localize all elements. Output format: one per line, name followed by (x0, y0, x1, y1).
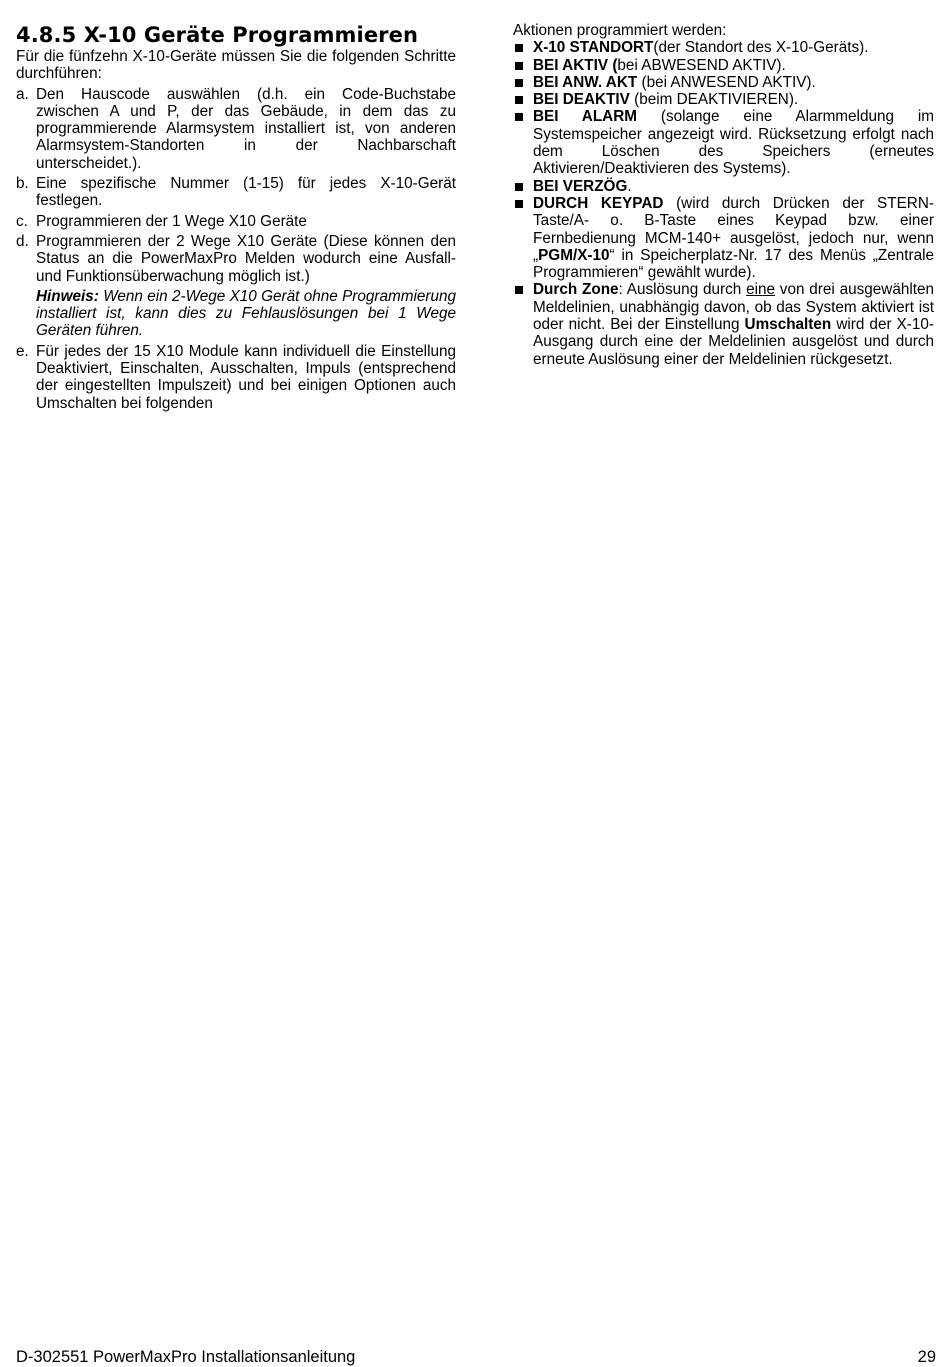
bullet-text: (wird durch Drücken der STERN-Taste/A- o. B-Taste eines Keypad bzw. einer Fernbedienung MCM-140+ ausgelöst, jedoch nur, wenn „ (533, 194, 934, 264)
square-bullet-icon (513, 39, 533, 56)
bullet-text: (bei ANWESEND AKTIV). (637, 73, 816, 91)
square-bullet-icon (513, 57, 533, 74)
bullet-text: wird der X-10-Ausgang durch eine der Meldelinien ausgelöst und durch erneute Auslösung einer der Meldelinien rückgesetzt. (533, 316, 935, 368)
square-bullet-icon (513, 281, 533, 367)
bullet-text: bei ABWESEND AKTIV). (617, 56, 786, 74)
bullet-bold-inline: Umschalten (744, 316, 832, 334)
note-text: Wenn ein 2-Wege X10 Gerät ohne Programmierung installiert ist, kann dies zu Fehlauslösungen bei 1 Wege Geräten führen. (36, 287, 456, 340)
bullet-text: . (627, 177, 632, 195)
bullet-bold: X-10 STANDORT (533, 39, 654, 57)
step-d (16, 233, 456, 285)
step-marker: c. (16, 212, 28, 230)
square-bullet-icon (513, 74, 533, 91)
step-text: Eine spezifische Nummer (1-15) für jedes X-10-Gerät festlegen. (36, 175, 456, 210)
step-e (16, 343, 456, 412)
step-a (16, 86, 456, 172)
bullet-bei-alarm (513, 108, 934, 177)
bullet-bold: BEI ANW. AKT (533, 73, 638, 91)
bullet-bei-verzoeg (513, 178, 934, 195)
square-bullet-icon (513, 108, 533, 177)
step-text: Für jedes der 15 X10 Module kann individuell die Einstellung Deaktiviert, Einschalten, Ausschalten, Impuls (entsprechend der eingestellten Impulszeit) und bei einigen Optionen auch Umschalten bei folgenden (36, 342, 456, 412)
note-hint (36, 288, 456, 340)
bullet-bold: BEI AKTIV ( (533, 56, 618, 74)
step-text: Programmieren der 2 Wege X10 Geräte (Diese können den Status an die PowerMaxPro Melden wodurch eine Ausfall- und Funktionsüberwachung möglich ist.) (36, 232, 456, 285)
step-marker: d. (16, 232, 29, 250)
bullet-text: “ in Speicherplatz-Nr. 17 des Menüs „Zentrale Programmieren“ gewählt wurde). (533, 246, 934, 282)
bullet-underline: eine (746, 281, 775, 299)
footer-doc-title: D-302551 PowerMaxPro Installationsanleitung (16, 1348, 356, 1366)
bullet-bold: BEI ALARM (533, 108, 638, 126)
bullet-bold: Durch Zone (533, 281, 619, 299)
bullet-text: von drei ausgewählten Meldelinien, unabhängig davon, ob das System aktiviert ist oder nicht. Bei der Einstellung (533, 281, 934, 334)
note-label: Hinweis: (36, 287, 99, 305)
bullet-text: (beim DEAKTIVIEREN). (629, 91, 799, 109)
section-title: 4.8.5 X-10 Geräte Programmieren (16, 23, 419, 47)
bullet-bold: BEI VERZÖG (533, 177, 628, 195)
step-text: Programmieren der 1 Wege X10 Geräte (36, 212, 307, 230)
bullet-bei-aktiv (513, 57, 934, 74)
bullet-text: (der Standort des X-10-Geräts). (653, 39, 869, 57)
bullet-bei-anw-akt (513, 74, 934, 91)
bullet-text: : Auslösung durch (618, 281, 747, 299)
bullet-bold-inline: PGM/X-10 (538, 246, 610, 264)
bullet-bei-deaktiv (513, 91, 934, 108)
right-intro: Aktionen programmiert werden: (513, 22, 727, 39)
section-intro: Für die fünfzehn X-10-Geräte müssen Sie die folgenden Schritte durchführen: (16, 48, 456, 83)
square-bullet-icon (513, 195, 533, 281)
step-c (16, 213, 456, 230)
square-bullet-icon (513, 91, 533, 108)
step-b (16, 175, 456, 210)
step-marker: e. (16, 342, 29, 360)
square-bullet-icon (513, 178, 533, 195)
step-marker: a. (16, 85, 29, 103)
bullet-durch-zone (513, 281, 934, 367)
step-text: Den Hauscode auswählen (d.h. ein Code-Buchstabe zwischen A und P, der das Gebäude, in dem das zu programmierende Alarmsystem installiert ist, von anderen Alarmsystem-Standorten in der Nachbarschaft unterscheidet.). (36, 85, 456, 172)
step-marker: b. (16, 175, 29, 193)
footer-page-number: 29 (917, 1348, 936, 1366)
bullet-bold: DURCH KEYPAD (533, 194, 664, 212)
bullet-bold: BEI DEAKTIV (533, 91, 630, 109)
right-column (513, 22, 934, 368)
left-column (16, 22, 456, 415)
bullet-text: (solange eine Alarmmeldung im Systemspeicher angezeigt wird. Rücksetzung erfolgt nach dem Löschen des Speichers (erneutes Aktivieren/Deaktivieren des Systems). (533, 108, 934, 178)
bullet-durch-keypad (513, 195, 934, 281)
bullet-standort (513, 39, 934, 56)
